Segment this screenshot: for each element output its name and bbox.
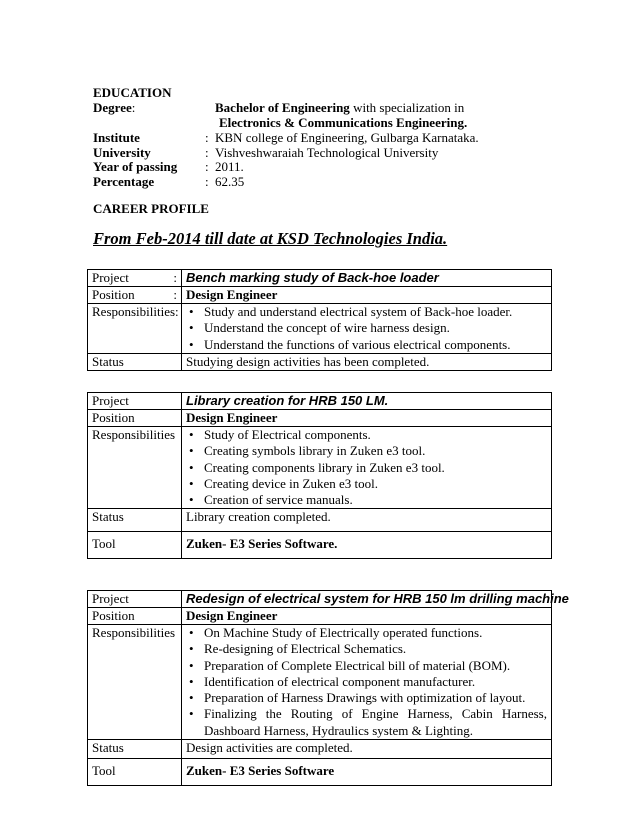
list-item: • Study and understand electrical system of Back-hoe loader. bbox=[186, 304, 547, 320]
list-item: • Creating components library in Zuken e3 tool. bbox=[186, 460, 547, 476]
status-value: Library creation completed. bbox=[182, 509, 552, 532]
project-table-1 bbox=[87, 269, 552, 371]
list-item: • Study of Electrical components. bbox=[186, 427, 547, 443]
percentage-row bbox=[93, 174, 553, 190]
project-title: Redesign of electrical system for HRB 150 lm drilling machine bbox=[182, 591, 552, 608]
tool-label: Tool bbox=[88, 532, 182, 559]
institute-value: KBN college of Engineering, Gulbarga Karnataka. bbox=[215, 130, 479, 145]
year-label: Year of passing bbox=[93, 159, 178, 174]
degree-specialization: Electronics & Communications Engineering. bbox=[219, 115, 468, 130]
responsibilities-list bbox=[182, 304, 552, 354]
responsibilities-label: Responsibilities: bbox=[88, 304, 182, 354]
list-item: • On Machine Study of Electrically operated functions. bbox=[186, 625, 547, 641]
status-label: Status bbox=[88, 353, 182, 370]
status-value: Design activities are completed. bbox=[182, 740, 552, 759]
list-item: • Creating device in Zuken e3 tool. bbox=[186, 476, 547, 492]
list-item: • Re-designing of Electrical Schematics. bbox=[186, 641, 547, 657]
institute-row bbox=[93, 130, 553, 146]
list-item: • Identification of electrical component manufacturer. bbox=[186, 674, 547, 690]
career-subheading: From Feb-2014 till date at KSD Technologies India. bbox=[93, 229, 448, 248]
degree-row bbox=[93, 100, 553, 116]
year-value: 2011. bbox=[215, 159, 244, 174]
tool-label: Tool bbox=[88, 759, 182, 786]
university-label: University bbox=[93, 145, 151, 160]
degree-value: Bachelor of Engineering with specialization in bbox=[215, 100, 465, 115]
project-label: Project bbox=[88, 591, 182, 608]
year-row bbox=[93, 159, 553, 175]
position-value: Design Engineer bbox=[182, 287, 552, 304]
tool-value: Zuken- E3 Series Software. bbox=[182, 532, 552, 559]
percentage-label: Percentage bbox=[93, 174, 155, 189]
project-title: Bench marking study of Back-hoe loader bbox=[182, 270, 552, 287]
responsibilities-list bbox=[182, 427, 552, 509]
project-label: Project bbox=[88, 393, 182, 410]
tool-value: Zuken- E3 Series Software bbox=[182, 759, 552, 786]
list-item: • Understand the functions of various electrical components. bbox=[186, 337, 547, 353]
position-value: Design Engineer bbox=[182, 608, 552, 625]
colon: : bbox=[205, 174, 209, 189]
project-table-3 bbox=[87, 590, 569, 786]
list-item: • Creation of service manuals. bbox=[186, 492, 547, 508]
list-item: • Understand the concept of wire harness design. bbox=[186, 320, 547, 336]
status-value: Studying design activities has been completed. bbox=[182, 353, 552, 370]
list-item: • Finalizing the Routing of Engine Harness, Cabin Harness, Dashboard Harness, Hydraulics system & Lighting. bbox=[186, 706, 547, 739]
colon: : bbox=[205, 145, 209, 160]
education-heading: EDUCATION bbox=[93, 85, 172, 100]
list-item: • Creating symbols library in Zuken e3 tool. bbox=[186, 443, 547, 459]
responsibilities-label: Responsibilities bbox=[88, 625, 182, 740]
degree-label: Degree: bbox=[93, 100, 136, 115]
list-item: • Preparation of Harness Drawings with optimization of layout. bbox=[186, 690, 547, 706]
position-label: Position bbox=[88, 608, 182, 625]
position-value: Design Engineer bbox=[182, 410, 552, 427]
percentage-value: 62.35 bbox=[215, 174, 245, 189]
project-table-2 bbox=[87, 392, 552, 559]
project-title: Library creation for HRB 150 LM. bbox=[182, 393, 552, 410]
position-label: Position : bbox=[88, 287, 182, 304]
position-label: Position bbox=[88, 410, 182, 427]
career-heading: CAREER PROFILE bbox=[93, 201, 209, 216]
colon: : bbox=[205, 130, 209, 145]
project-label: Project : bbox=[88, 270, 182, 287]
university-value: Vishveshwaraiah Technological University bbox=[215, 145, 439, 160]
responsibilities-list bbox=[182, 625, 552, 740]
status-label: Status bbox=[88, 740, 182, 759]
colon: : bbox=[205, 159, 209, 174]
responsibilities-label: Responsibilities bbox=[88, 427, 182, 509]
status-label: Status bbox=[88, 509, 182, 532]
institute-label: Institute bbox=[93, 130, 140, 145]
list-item: • Preparation of Complete Electrical bill of material (BOM). bbox=[186, 658, 547, 674]
